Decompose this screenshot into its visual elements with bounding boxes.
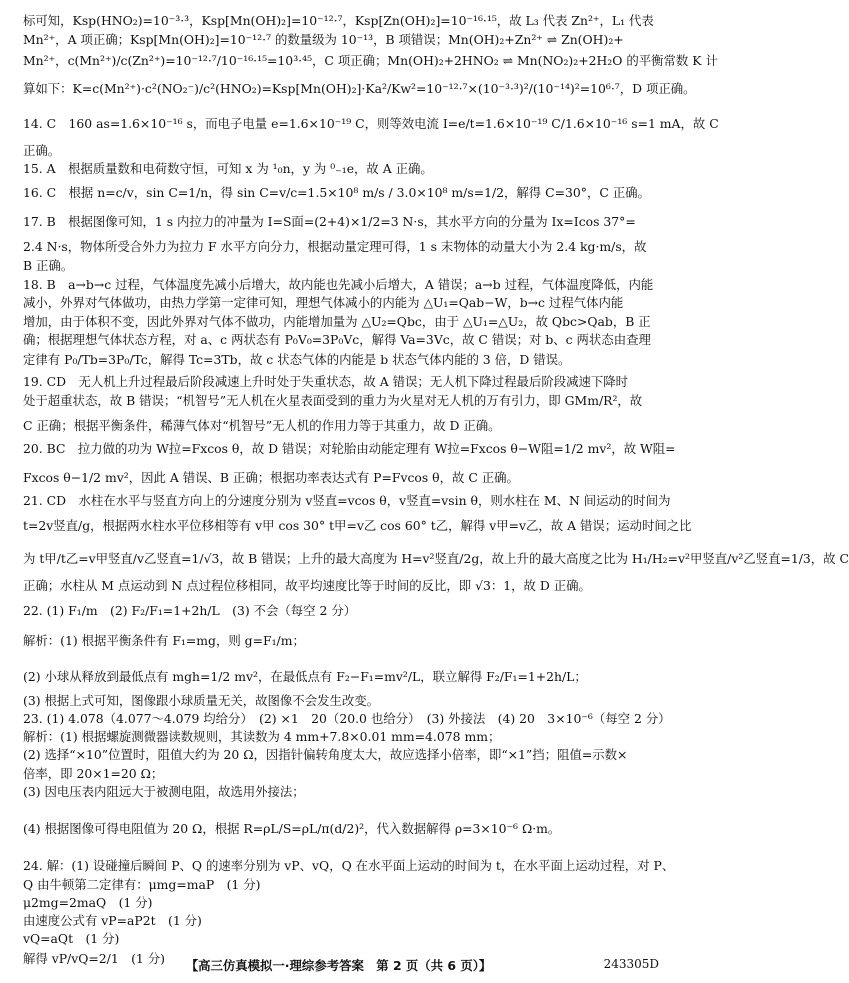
text-line: Q 由牛顿第二定律有：μmg=maP (1 分) [23, 877, 261, 892]
text-line: 标可知，Ksp(HNO₂)=10⁻³·³，Ksp[Mn(OH)₂]=10⁻¹²·⁷，Ksp[Zn(OH)₂]=10⁻¹⁶·¹⁵，故 L₃ 代表 Zn²⁺，L₁ 代表 [23, 13, 654, 28]
text-line: 正确。 [23, 143, 61, 158]
text-line: 21. CD 水柱在水平与竖直方向上的分速度分别为 v竖直=vcos θ，v竖直=vsin θ，则水柱在 M、N 间运动的时间为 [23, 493, 671, 508]
text-line: (2) 选择“×10”位置时，阻值大约为 20 Ω，因指针偏转角度太大，故应选择小倍率，即“×1”挡；阻值=示数× [23, 747, 628, 762]
text-line: 解得 vP/vQ=2/1 (1 分) [23, 951, 165, 966]
text-line: (3) 因电压表内阻远大于被测电阻，故选用外接法； [23, 784, 305, 799]
text-line: Mn²⁺，c(Mn²⁺)/c(Zn²⁺)=10⁻¹²·⁷/10⁻¹⁶·¹⁵=10³·⁴⁵，C 项正确；Mn(OH)₂+2HNO₂ ⇌ Mn(NO₂)₂+2H₂O 的平衡常数 K 计 [23, 53, 718, 68]
text-line: 23. (1) 4.078（4.077～4.079 均给分） (2) ×1 20（20.0 也给分） (3) 外接法 (4) 20 3×10⁻⁶（每空 2 分） [23, 711, 671, 726]
text-line: 倍率，即 20×1=20 Ω； [23, 766, 164, 781]
text-line: 19. CD 无人机上升过程最后阶段减速上升时处于失重状态，故 A 错误；无人机下降过程最后阶段减速下降时 [23, 374, 629, 389]
text-line: 17. B 根据图像可知，1 s 内拉力的冲量为 I=S面=(2+4)×1/2=3 N·s，其水平方向的分量为 Ix=Icos 37°= [23, 214, 636, 229]
text-line: 2.4 N·s，物体所受合外力为拉力 F 水平方向分力，根据动量定理可得，1 s 末物体的动量大小为 2.4 kg·m/s，故 [23, 239, 647, 254]
text-line: 处于超重状态，故 B 错误；“机智号”无人机在火星表面受到的重力为火星对无人机的万有引力，即 GMm/R²，故 [23, 393, 643, 408]
text-line: Fxcos θ−1/2 mv²，因此 A 错误、B 正确；根据功率表达式有 P=Fvcos θ，故 C 正确。 [23, 470, 519, 485]
text-line: (3) 根据上式可知，图像跟小球质量无关，故图像不会发生改变。 [23, 693, 380, 708]
text-line: 定律有 P₀/Tb=3P₀/Tc，解得 Tc=3Tb，故 c 状态气体的内能是 b 状态气体内能的 3 倍，D 错误。 [23, 352, 571, 367]
text-line: 18. B a→b→c 过程，气体温度先减小后增大，故内能也先减小后增大，A 错误；a→b 过程，气体温度降低，内能 [23, 277, 654, 292]
text-line: μ2mg=2maQ (1 分) [23, 895, 153, 910]
text-line: vQ=aQt (1 分) [23, 931, 120, 946]
page-footer: 【高三仿真模拟一·理综参考答案 第 2 页（共 6 页）】 [185, 958, 492, 973]
text-line: 正确；水柱从 M 点运动到 N 点过程位移相同，故平均速度比等于时间的反比，即 √3：1，故 D 正确。 [23, 578, 591, 593]
text-line: 为 t甲/t乙=v甲竖直/v乙竖直=1/√3，故 B 错误；上升的最大高度为 H=v²竖直/2g，故上升的最大高度之比为 H₁/H₂=v²甲竖直/v²乙竖直=1/3，故 C [23, 551, 849, 566]
text-line: 15. A 根据质量数和电荷数守恒，可知 x 为 ¹₀n，y 为 ⁰₋₁e，故 A 正确。 [23, 161, 433, 176]
text-line: 解析：(1) 根据螺旋测微器读数规则，其读数为 4 mm+7.8×0.01 mm=4.078 mm； [23, 729, 501, 744]
text-line: 22. (1) F₁/m (2) F₂/F₁=1+2h/L (3) 不会（每空 2 分） [23, 603, 357, 618]
text-line: 解析：(1) 根据平衡条件有 F₁=mg，则 g=F₁/m； [23, 633, 305, 648]
text-line: t=2v竖直/g，根据两水柱水平位移相等有 v甲 cos 30° t甲=v乙 cos 60° t乙，解得 v甲=v乙，故 A 错误；运动时间之比 [23, 518, 692, 533]
text-line: 减小，外界对气体做功，由热力学第一定律可知，理想气体减小的内能为 △U₁=Qab−W，b→c 过程气体内能 [23, 295, 624, 310]
exam-code: 243305D [603, 957, 659, 971]
text-line: (2) 小球从释放到最低点有 mgh=1/2 mv²，在最低点有 F₂−F₁=mv²/L，联立解得 F₂/F₁=1+2h/L； [23, 669, 587, 684]
text-line: Mn²⁺，A 项正确；Ksp[Mn(OH)₂]=10⁻¹²·⁷ 的数量级为 10⁻¹³，B 项错误；Mn(OH)₂+Zn²⁺ ⇌ Zn(OH)₂+ [23, 32, 624, 47]
text-line: 由速度公式有 vP=aP2t (1 分) [23, 913, 202, 928]
text-line: 14. C 160 as=1.6×10⁻¹⁶ s，而电子电量 e=1.6×10⁻¹⁹ C，则等效电流 I=e/t=1.6×10⁻¹⁹ C/1.6×10⁻¹⁶ s=1 mA，故 C [23, 116, 719, 131]
text-line: 16. C 根据 n=c/v，sin C=1/n，得 sin C=v/c=1.5×10⁸ m/s / 3.0×10⁸ m/s=1/2，解得 C=30°，C 正确。 [23, 185, 650, 200]
text-line: 算如下：K=c(Mn²⁺)·c²(NO₂⁻)/c²(HNO₂)=Ksp[Mn(OH)₂]·Ka²/Kw²=10⁻¹²·⁷×(10⁻³·³)²/(10⁻¹⁴)²=10⁶·⁷，D 项正确。 [23, 81, 696, 96]
text-line: B 正确。 [23, 258, 74, 273]
text-line: (4) 根据图像可得电阻值为 20 Ω，根据 R=ρL/S=ρL/π(d/2)²，代入数据解得 ρ=3×10⁻⁶ Ω·m。 [23, 821, 561, 836]
text-line: 增加，由于体积不变，因此外界对气体不做功，内能增加量为 △U₂=Qbc，由于 △U₁=△U₂，故 Qbc>Qab，B 正 [23, 314, 651, 329]
text-line: 确；根据理想气体状态方程，对 a、c 两状态有 P₀V₀=3P₀Vc，解得 Va=3Vc，故 C 错误；对 b、c 两状态由查理 [23, 332, 651, 347]
text-line: 20. BC 拉力做的功为 W拉=Fxcos θ，故 D 错误；对轮胎由动能定理有 W拉=Fxcos θ−W阻=1/2 mv²，故 W阻= [23, 441, 676, 456]
text-line: 24. 解：(1) 设碰撞后瞬间 P、Q 的速率分别为 vP、vQ，Q 在水平面上运动的时间为 t，在水平面上运动过程，对 P、 [23, 858, 675, 873]
text-line: C 正确；根据平衡条件，稀薄气体对“机智号”无人机的作用力等于其重力，故 D 正确。 [23, 418, 501, 433]
